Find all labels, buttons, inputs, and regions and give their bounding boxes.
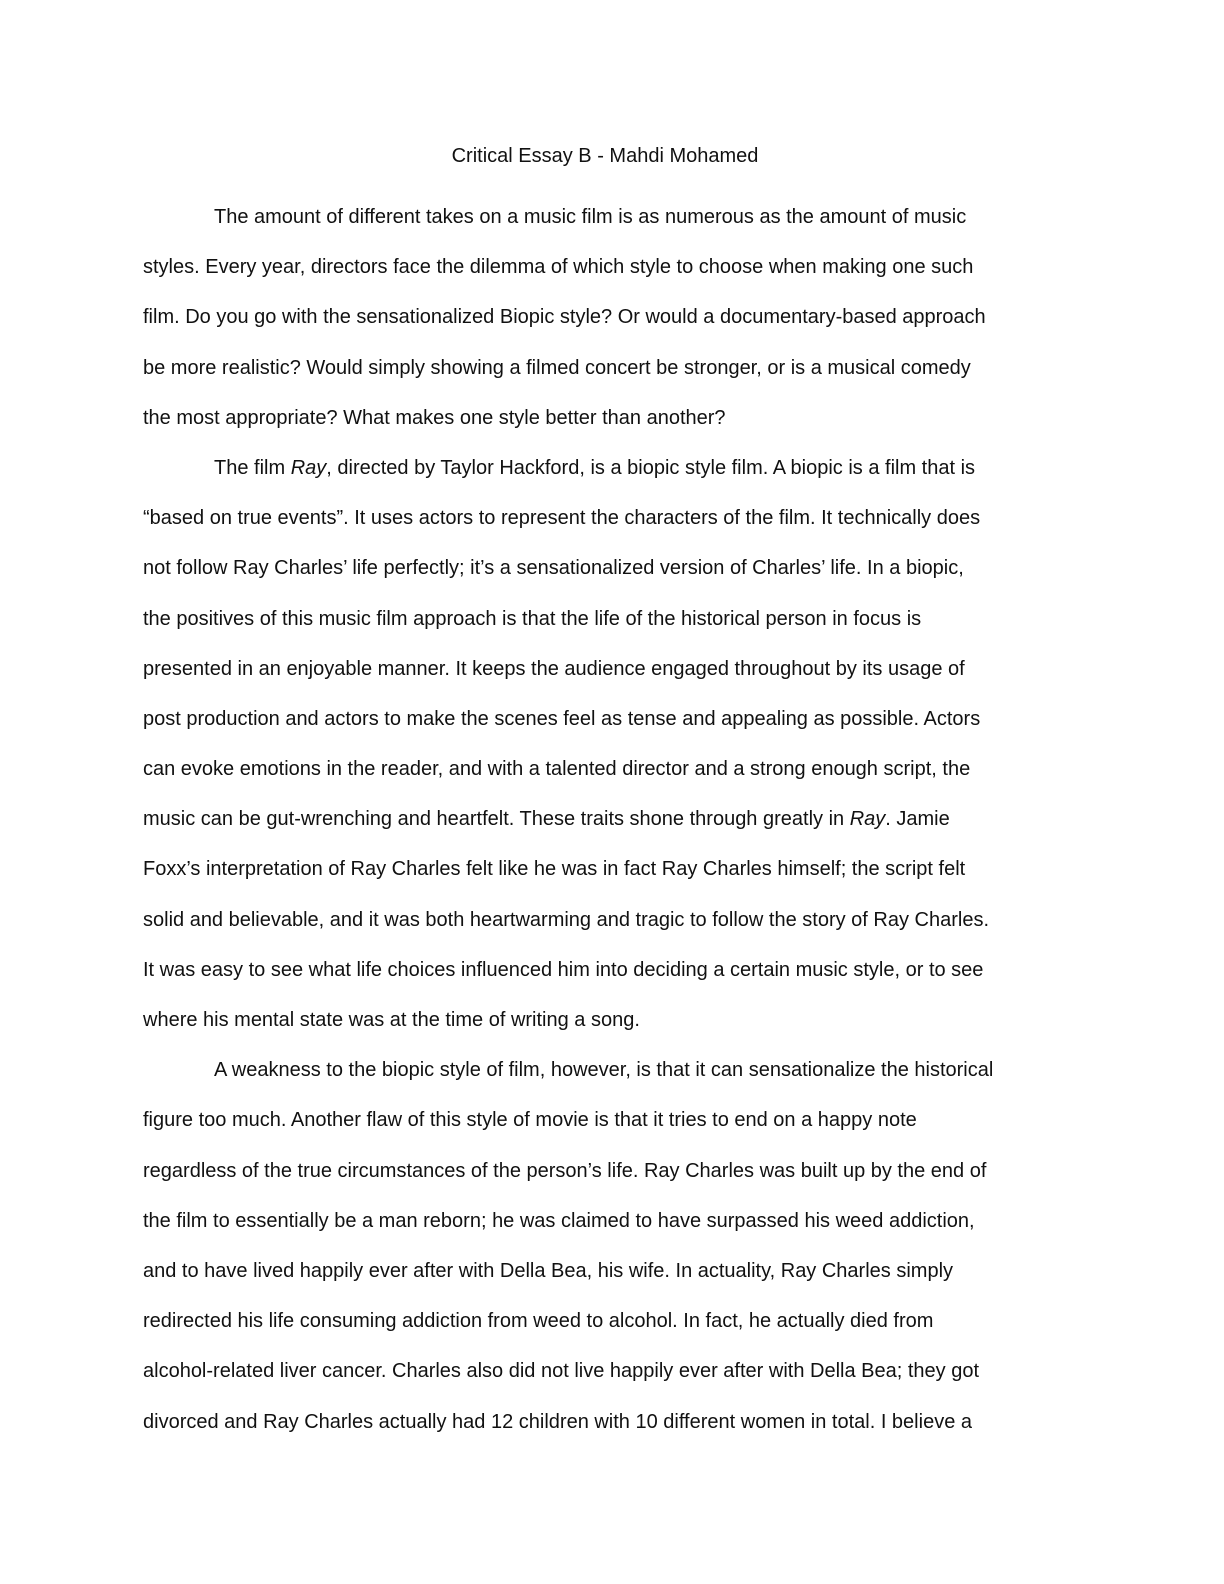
text-segment: It was easy to see what life choices influenced him into deciding a certain music style, or to see [143,958,984,981]
text-segment: presented in an enjoyable manner. It keeps the audience engaged throughout by its usage of [143,657,965,680]
text-segment: film. Do you go with the sensationalized Biopic style? Or would a documentary-based approach [143,306,986,329]
text-line [143,1146,1083,1196]
text-segment: the film to essentially be a man reborn; he was claimed to have surpassed his weed addiction, [143,1209,975,1232]
text-segment: redirected his life consuming addiction from weed to alcohol. In fact, he actually died from [143,1310,934,1333]
text-line [143,1296,1083,1346]
text-line [143,292,1083,342]
text-segment: . Jamie [885,808,950,831]
text-line [143,744,1083,794]
text-line [143,1246,1083,1296]
paragraph-first-line [143,443,1083,493]
text-line [143,393,1083,443]
text-segment: music can be gut-wrenching and heartfelt. These traits shone through greatly in [143,808,850,831]
text-segment: solid and believable, and it was both heartwarming and tragic to follow the story of Ray Charles. [143,908,990,931]
text-line [143,242,1083,292]
text-line [143,945,1083,995]
film-title-italic: Ray [849,808,886,831]
text-segment: styles. Every year, directors face the dilemma of which style to choose when making one such [143,256,974,279]
paragraph-first-line [143,192,1083,242]
text-segment: , directed by Taylor Hackford, is a biopic style film. A biopic is a film that is [326,456,976,479]
text-line [143,895,1083,945]
text-line [143,594,1083,644]
text-segment: Foxx’s interpretation of Ray Charles felt like he was in fact Ray Charles himself; the script felt [143,858,966,881]
text-line [143,1397,1083,1447]
essay-title: Critical Essay B - Mahdi Mohamed [451,145,759,167]
text-segment: A weakness to the biopic style of film, however, is that it can sensationalize the historical [214,1059,994,1082]
paragraph-first-line [143,1045,1083,1095]
text-segment: the positives of this music film approach is that the life of the historical person in focus is [143,607,922,630]
text-segment: figure too much. Another flaw of this style of movie is that it tries to end on a happy note [143,1109,917,1132]
text-line [143,844,1083,894]
text-line [143,694,1083,744]
text-segment: divorced and Ray Charles actually had 12 children with 10 different women in total. I believe a [143,1410,972,1433]
essay-body [143,192,1083,1447]
text-segment: can evoke emotions in the reader, and with a talented director and a strong enough script, the [143,758,971,781]
text-segment: the most appropriate? What makes one style better than another? [143,406,726,429]
text-segment: The amount of different takes on a music film is as numerous as the amount of music [214,206,967,228]
text-segment: regardless of the true circumstances of the person’s life. Ray Charles was built up by the end of [143,1159,987,1182]
text-line [143,644,1083,694]
text-line [143,343,1083,393]
text-segment: and to have lived happily ever after with Della Bea, his wife. In actuality, Ray Charles simply [143,1259,954,1282]
text-line [143,1095,1083,1145]
text-line [143,1346,1083,1396]
text-line [143,543,1083,593]
text-segment: be more realistic? Would simply showing a filmed concert be stronger, or is a musical comedy [143,356,971,379]
text-line [143,794,1083,844]
text-segment: alcohol-related liver cancer. Charles also did not live happily ever after with Della Bea; they got [143,1360,979,1383]
text-segment: where his mental state was at the time of writing a song. [143,1009,640,1031]
film-title-italic: Ray [290,456,327,479]
text-line [143,1196,1083,1246]
text-segment: not follow Ray Charles’ life perfectly; it’s a sensationalized version of Charles’ life. In a biopic, [143,557,964,580]
text-line [143,995,1083,1045]
text-segment: “based on true events”. It uses actors to represent the characters of the film. It technically does [143,507,981,530]
text-segment: post production and actors to make the scenes feel as tense and appealing as possible. Actors [143,707,981,730]
text-line [143,493,1083,543]
text-segment: The film [214,456,291,479]
